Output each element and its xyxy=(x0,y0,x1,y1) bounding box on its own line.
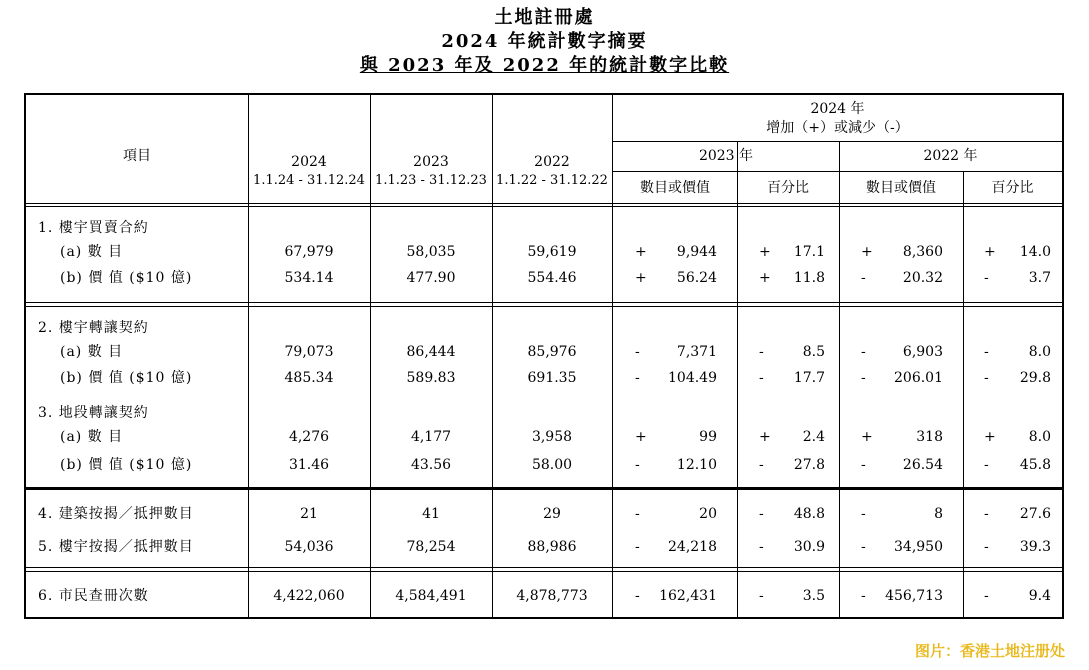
value-cell-p2: 27.6 xyxy=(1019,506,1051,522)
header-2023-range: 1.1.23 - 31.12.23 xyxy=(375,173,487,188)
row-label: (a) 數 目 xyxy=(60,429,124,445)
row-label: (a) 數 目 xyxy=(60,244,124,260)
sign-s1: - xyxy=(635,588,640,604)
sign-sp2: + xyxy=(984,429,996,445)
value-cell-p1: 3.5 xyxy=(802,588,825,604)
value-cell-d1: 24,218 xyxy=(668,539,717,555)
row-label: (b) 價 值 ($10 億) xyxy=(60,370,193,386)
sign-s1: - xyxy=(635,506,640,522)
sign-sp2: - xyxy=(984,539,989,555)
value-cell-v2022: 59,619 xyxy=(527,244,577,260)
value-cell-d2: 20.32 xyxy=(902,270,943,286)
header-num-value-2022: 數目或價值 xyxy=(866,180,936,196)
value-cell-v2024: 67,979 xyxy=(284,244,334,260)
header-item: 項目 xyxy=(123,148,151,164)
sign-sp2: - xyxy=(984,270,989,286)
title-line-1: 土地註冊處 xyxy=(494,7,595,28)
header-percent-2022: 百分比 xyxy=(991,180,1034,196)
sign-s1: + xyxy=(635,429,647,445)
sign-s1: - xyxy=(635,370,640,386)
value-cell-v2022: 85,976 xyxy=(527,344,577,360)
value-cell-p2: 39.3 xyxy=(1019,539,1051,555)
value-cell-d2: 206.01 xyxy=(894,370,943,386)
value-cell-p1: 30.9 xyxy=(793,539,825,555)
value-cell-v2024: 4,422,060 xyxy=(273,588,345,604)
section-label: 3. 地段轉讓契約 xyxy=(38,405,149,421)
header-2022: 2022 xyxy=(534,154,570,170)
sign-s2: - xyxy=(861,588,866,604)
value-cell-p2: 8.0 xyxy=(1028,429,1051,445)
sign-sp1: - xyxy=(759,539,764,555)
header-change-year: 2024 年 xyxy=(810,101,865,117)
value-cell-d1: 12.10 xyxy=(676,457,717,473)
sign-sp1: - xyxy=(759,344,764,360)
value-cell-v2024: 4,276 xyxy=(288,429,330,445)
value-cell-v2024: 31.46 xyxy=(288,457,330,473)
row-label: 4. 建築按揭／抵押數目 xyxy=(38,506,194,522)
sign-sp2: - xyxy=(984,370,989,386)
value-cell-p1: 8.5 xyxy=(802,344,825,360)
sign-s2: - xyxy=(861,457,866,473)
section-label: 2. 樓宇轉讓契約 xyxy=(38,320,149,336)
title-line-3: 與 2023 年及 2022 年的統計數字比較 xyxy=(359,55,730,76)
section-label: 1. 樓宇買賣合約 xyxy=(38,220,149,236)
value-cell-v2022: 3,958 xyxy=(531,429,573,445)
sign-sp1: - xyxy=(759,370,764,386)
sign-s2: - xyxy=(861,506,866,522)
value-cell-d1: 7,371 xyxy=(676,344,717,360)
sign-s1: + xyxy=(635,244,647,260)
sign-s2: - xyxy=(861,539,866,555)
image-credit: 图片：香港土地注册处 xyxy=(914,642,1065,660)
value-cell-v2024: 79,073 xyxy=(284,344,334,360)
value-cell-p1: 27.8 xyxy=(793,457,825,473)
value-cell-p1: 17.7 xyxy=(793,370,825,386)
value-cell-d2: 318 xyxy=(916,429,943,445)
value-cell-d2: 8,360 xyxy=(902,244,943,260)
sign-sp2: - xyxy=(984,457,989,473)
header-2024: 2024 xyxy=(291,154,327,170)
sign-sp1: - xyxy=(759,506,764,522)
header-2022-range: 1.1.22 - 31.12.22 xyxy=(496,173,608,188)
value-cell-v2024: 534.14 xyxy=(284,270,334,286)
value-cell-d2: 8 xyxy=(934,506,943,522)
value-cell-v2023: 58,035 xyxy=(406,244,456,260)
row-label: 5. 樓宇按揭／抵押數目 xyxy=(38,539,194,555)
value-cell-v2022: 554.46 xyxy=(527,270,577,286)
sign-sp2: + xyxy=(984,244,996,260)
value-cell-v2024: 21 xyxy=(300,506,318,522)
value-cell-p1: 11.8 xyxy=(793,270,825,286)
row-label: (a) 數 目 xyxy=(60,344,124,360)
sign-sp1: - xyxy=(759,457,764,473)
value-cell-d2: 456,713 xyxy=(885,588,943,604)
value-cell-v2023: 78,254 xyxy=(406,539,456,555)
value-cell-v2023: 4,177 xyxy=(410,429,452,445)
sign-sp2: - xyxy=(984,588,989,604)
value-cell-d1: 56.24 xyxy=(676,270,717,286)
sign-s2: + xyxy=(861,429,873,445)
value-cell-d1: 104.49 xyxy=(668,370,717,386)
header-2024-range: 1.1.24 - 31.12.24 xyxy=(253,173,365,188)
value-cell-v2024: 54,036 xyxy=(284,539,334,555)
row-label: (b) 價 值 ($10 億) xyxy=(60,270,193,286)
row-label: (b) 價 值 ($10 億) xyxy=(60,457,193,473)
value-cell-v2022: 691.35 xyxy=(527,370,577,386)
header-percent-2023: 百分比 xyxy=(767,180,809,196)
value-cell-p2: 45.8 xyxy=(1019,457,1051,473)
value-cell-d1: 9,944 xyxy=(676,244,717,260)
value-cell-p2: 29.8 xyxy=(1019,370,1051,386)
value-cell-v2023: 41 xyxy=(422,506,440,522)
sign-s2: - xyxy=(861,344,866,360)
value-cell-d1: 99 xyxy=(699,429,717,445)
header-num-value-2023: 數目或價值 xyxy=(640,180,710,196)
value-cell-p2: 9.4 xyxy=(1028,588,1051,604)
sign-s1: + xyxy=(635,270,647,286)
value-cell-v2024: 485.34 xyxy=(284,370,334,386)
header-vs-2022: 2022 年 xyxy=(923,148,978,164)
sign-sp1: + xyxy=(759,429,771,445)
value-cell-p1: 2.4 xyxy=(802,429,825,445)
value-cell-v2022: 29 xyxy=(543,506,561,522)
value-cell-d1: 20 xyxy=(699,506,717,522)
value-cell-v2023: 477.90 xyxy=(406,270,456,286)
value-cell-p2: 3.7 xyxy=(1028,270,1051,286)
value-cell-d2: 34,950 xyxy=(894,539,943,555)
sign-s2: - xyxy=(861,370,866,386)
value-cell-d2: 6,903 xyxy=(902,344,943,360)
sign-s2: - xyxy=(861,270,866,286)
sign-sp1: + xyxy=(759,270,771,286)
value-cell-v2023: 589.83 xyxy=(406,370,456,386)
value-cell-d2: 26.54 xyxy=(902,457,943,473)
title-line-2: 2024 年統計數字摘要 xyxy=(441,31,648,52)
value-cell-v2023: 86,444 xyxy=(406,344,456,360)
row-label: 6. 市民查冊次數 xyxy=(38,588,149,604)
sign-s1: - xyxy=(635,457,640,473)
sign-s2: + xyxy=(861,244,873,260)
value-cell-p1: 48.8 xyxy=(793,506,825,522)
value-cell-v2023: 4,584,491 xyxy=(395,588,467,604)
sign-sp2: - xyxy=(984,506,989,522)
statistics-table xyxy=(24,93,1064,619)
value-cell-p2: 8.0 xyxy=(1028,344,1051,360)
sign-sp1: - xyxy=(759,588,764,604)
value-cell-v2023: 43.56 xyxy=(410,457,452,473)
value-cell-p2: 14.0 xyxy=(1019,244,1051,260)
sign-sp2: - xyxy=(984,344,989,360)
header-change-label: 增加（+）或減少（-） xyxy=(766,120,909,136)
value-cell-d1: 162,431 xyxy=(659,588,717,604)
value-cell-v2022: 88,986 xyxy=(527,539,577,555)
value-cell-v2022: 4,878,773 xyxy=(516,588,588,604)
sign-s1: - xyxy=(635,539,640,555)
value-cell-p1: 17.1 xyxy=(793,244,825,260)
value-cell-v2022: 58.00 xyxy=(531,457,573,473)
header-vs-2023: 2023 年 xyxy=(698,148,754,164)
report-title xyxy=(0,6,1089,78)
sign-s1: - xyxy=(635,344,640,360)
sign-sp1: + xyxy=(759,244,771,260)
header-2023: 2023 xyxy=(413,154,449,170)
